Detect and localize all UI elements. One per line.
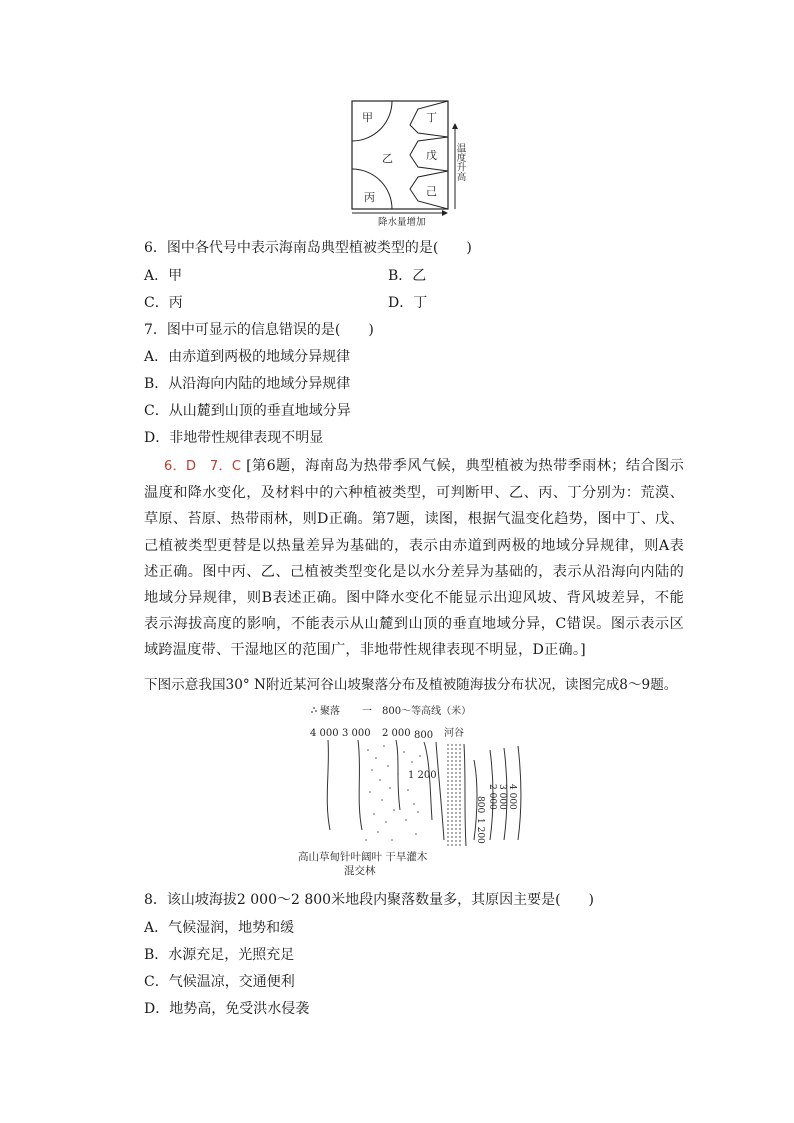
label-ji: 己	[426, 185, 437, 198]
q7-option-d: D．非地带性规律表现不明显	[144, 430, 324, 446]
q7-stem: 7．图中可显示的信息错误的是( )	[144, 322, 374, 338]
q8-option-b: B．水源充足，光照充足	[144, 947, 295, 963]
contour-label-right-2000: 2 000	[487, 784, 497, 810]
intro-questions-8-9: 下图示意我国30° N附近某河谷山坡聚落分布及植被随海拔分布状况，读图完成8～9题。	[144, 677, 678, 693]
q6-option-d: D．丁	[388, 295, 428, 311]
label-bing: 丙	[364, 191, 375, 204]
q7-option-a: A．由赤道到两极的地域分异规律	[144, 349, 351, 365]
answer-key-6-7: 6．D 7．C	[164, 459, 242, 474]
y-axis-label: 温度升高	[454, 143, 466, 181]
q6-option-c: C．丙	[144, 295, 183, 311]
label-yi: 乙	[382, 152, 393, 165]
contour-label-800: 800	[414, 730, 434, 741]
contour-label-4000: 4 000	[310, 728, 339, 739]
contour-label-right-800: 800	[475, 796, 485, 814]
legend-contour: 一 800～等高线（米）	[362, 706, 472, 717]
answer-explanation-6-7	[144, 453, 684, 664]
vegetation-row-2: 混交林	[344, 865, 376, 876]
label-jia: 甲	[362, 111, 373, 124]
q8-option-d: D．地势高，免受洪水侵袭	[144, 1001, 310, 1017]
q8-stem: 8．该山坡海拔2 000～2 800米地段内聚落数量多，其原因主要是( )	[144, 892, 594, 908]
q8-option-a: A．气候湿润，地势和缓	[144, 920, 295, 936]
vegetation-schematic-figure	[348, 97, 480, 229]
river-valley-label: 河谷	[444, 728, 464, 739]
q6-option-a: A．甲	[144, 268, 183, 284]
q6-option-b: B．乙	[388, 268, 427, 284]
q6-stem: 6．图中各代号中表示海南岛典型植被类型的是( )	[144, 240, 472, 256]
contour-label-right-4000: 4 000	[507, 784, 517, 810]
contour-label-right-1200: 1 200	[475, 818, 485, 844]
q8-option-c: C．气候温凉，交通便利	[144, 974, 295, 990]
contour-label-right-3000: 3 000	[497, 784, 507, 810]
explanation-text-6-7: [第6题，海南岛为热带季风气候，典型植被为热带季雨林；结合图示温度和降水变化，及材料中的六种植被类型，可判断甲、乙、丙、丁分别为：荒漠、草原、苔原、热带雨林，则D正确。第7题，读图，根据气温变化趋势，图中丁、戊、己植被类型更替是以热量差异为基础的，表示由赤道到两极的地域分异规律，则A表述正确。图中丙、乙、己植被类型变化是以水分差异为基础的，表示从沿海向内陆的地域分异规律，则B表述正确。图中降水变化不能显示出迎风坡、背风坡差异，不能表示海拔高度的影响，不能表示从山麓到山顶的垂直地域分异，C错误。图示表示区域跨温度带、干湿地区的范围广，非地带性规律表现不明显，D正确。]	[144, 458, 685, 659]
contour-label-3000: 3 000	[342, 728, 371, 739]
contour-label-2000: 2 000	[382, 728, 411, 739]
x-axis-label: 降水量增加	[378, 217, 426, 228]
q7-option-b: B．从沿海向内陆的地域分异规律	[144, 376, 351, 392]
q7-option-c: C．从山麓到山顶的垂直地域分异	[144, 403, 351, 419]
valley-slope-figure	[296, 700, 536, 876]
contour-label-1200-left: 1 200	[408, 770, 437, 781]
label-wu: 戊	[426, 149, 437, 162]
legend-settlement: 聚落	[320, 706, 340, 717]
vegetation-row-1: 高山草甸针叶阔叶 干旱灌木	[298, 851, 428, 863]
label-ding: 丁	[426, 111, 437, 124]
